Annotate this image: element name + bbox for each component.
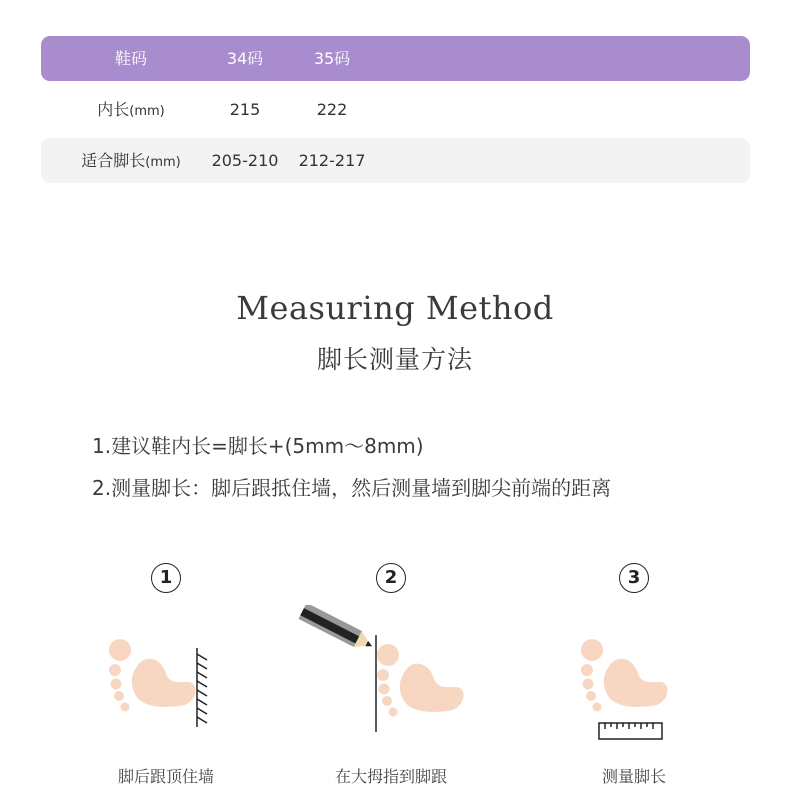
foot-against-wall-icon [100,630,230,730]
size-35-header: 35码 [313,49,351,68]
pencil-icon [299,605,377,654]
size-header-label: 鞋码 [114,49,148,68]
inner-length-label: 内长(mm) [97,100,165,119]
pencil-mark-icon [296,605,476,735]
foot-length-label: 适合脚长(mm) [81,151,181,170]
foot-icon [581,639,668,712]
section-title-en: Measuring Method [236,289,554,327]
foot-length-row [41,138,750,183]
inner-length-34: 215 [229,100,261,119]
step-3-number: 3 [619,563,649,593]
size-table [41,36,750,171]
size-table-header-row [41,36,750,81]
ruler-icon [572,630,682,745]
size-34-header: 34码 [226,49,264,68]
inner-length-row [41,87,750,132]
step-2-caption: 在大拇指到脚跟 [334,767,448,786]
foot-length-34: 205-210 [211,151,279,170]
step-1-caption: 脚后跟顶住墙 [117,767,215,786]
section-title-cn: 脚长测量方法 [316,345,473,374]
foot-icon [377,644,464,717]
wall-icon [197,648,207,727]
instruction-2: 2.测量脚长：脚后跟抵住墙，然后测量墙到脚尖前端的距离 [92,476,612,500]
foot-length-35: 212-217 [298,151,366,170]
step-2-number: 2 [376,563,406,593]
step-1-number: 1 [151,563,181,593]
instruction-1: 1.建议鞋内长=脚长+(5mm～8mm) [92,434,424,458]
step-3-caption: 测量脚长 [601,767,667,786]
ruler-shape [599,723,662,739]
inner-length-35: 222 [316,100,348,119]
foot-icon [109,639,196,712]
